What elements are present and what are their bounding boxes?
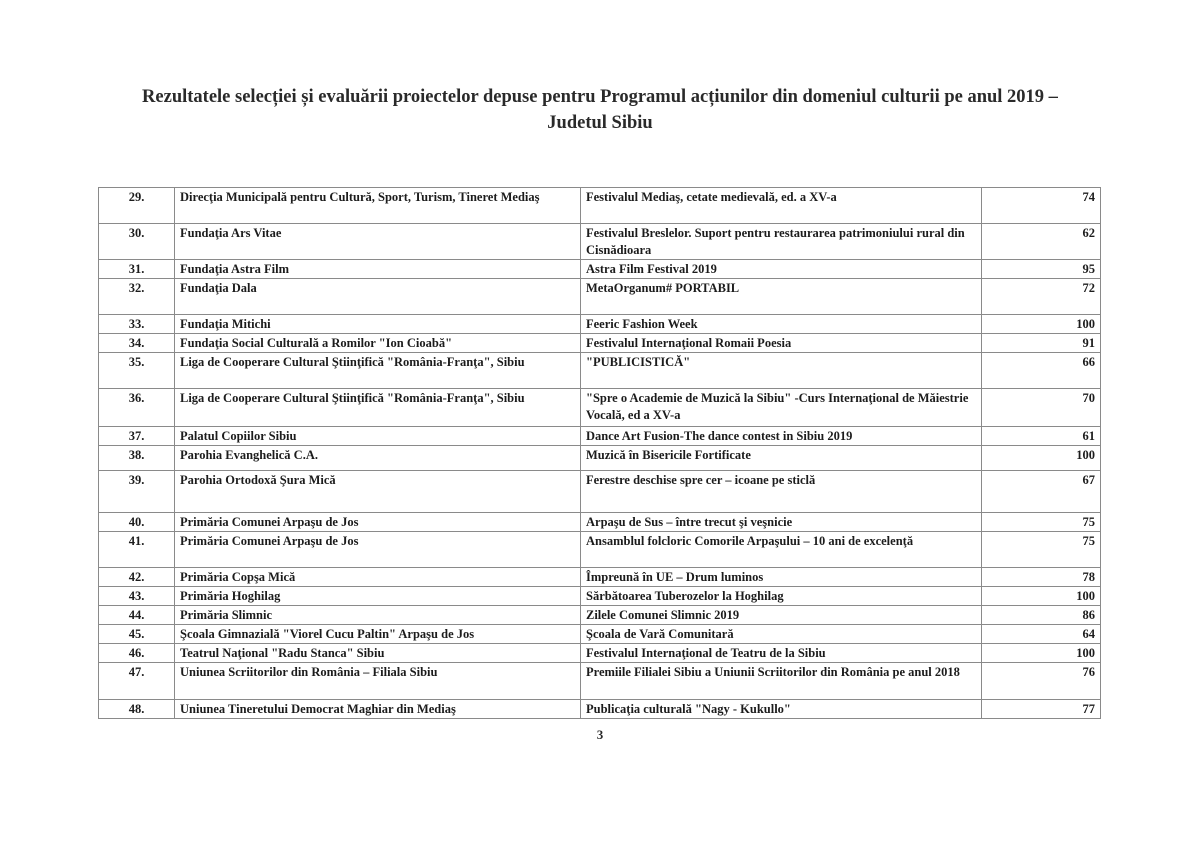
score-cell: 62 [982,224,1101,260]
score-cell: 78 [982,568,1101,587]
table-row [99,427,1101,446]
organization-cell: Fundaţia Ars Vitae [175,224,581,260]
organization-cell: Direcţia Municipală pentru Cultură, Sport, Turism, Tineret Mediaş [175,188,581,224]
score-cell: 100 [982,644,1101,663]
organization-cell: Primăria Comunei Arpaşu de Jos [175,513,581,532]
project-cell: "PUBLICISTICĂ" [581,353,982,389]
organization-cell: Uniunea Tineretului Democrat Maghiar din Mediaş [175,700,581,719]
table-row [99,334,1101,353]
score-cell: 66 [982,353,1101,389]
project-cell: Feeric Fashion Week [581,315,982,334]
table-row [99,389,1101,427]
organization-cell: Uniunea Scriitorilor din România – Filiala Sibiu [175,663,581,700]
row-number-cell: 39. [99,471,175,513]
organization-cell: Palatul Copiilor Sibiu [175,427,581,446]
organization-cell: Liga de Cooperare Cultural Ştiinţifică "România-Franţa", Sibiu [175,389,581,427]
project-cell: Muzică în Bisericile Fortificate [581,446,982,471]
table-row [99,625,1101,644]
table-row [99,644,1101,663]
row-number-cell: 32. [99,279,175,315]
row-number-cell: 41. [99,532,175,568]
organization-cell: Şcoala Gimnazială "Viorel Cucu Paltin" Arpaşu de Jos [175,625,581,644]
project-cell: Sărbătoarea Tuberozelor la Hoghilag [581,587,982,606]
project-cell: Arpaşu de Sus – între trecut şi veşnicie [581,513,982,532]
row-number-cell: 43. [99,587,175,606]
row-number-cell: 42. [99,568,175,587]
score-cell: 72 [982,279,1101,315]
row-number-cell: 31. [99,260,175,279]
score-cell: 91 [982,334,1101,353]
project-cell: Ferestre deschise spre cer – icoane pe sticlă [581,471,982,513]
row-number-cell: 36. [99,389,175,427]
table-row [99,446,1101,471]
table-row [99,700,1101,719]
table-row [99,513,1101,532]
score-cell: 75 [982,532,1101,568]
score-cell: 77 [982,700,1101,719]
row-number-cell: 37. [99,427,175,446]
organization-cell: Primăria Comunei Arpaşu de Jos [175,532,581,568]
table-row [99,224,1101,260]
project-cell: Festivalul Internaţional de Teatru de la Sibiu [581,644,982,663]
organization-cell: Fundaţia Mitichi [175,315,581,334]
row-number-cell: 40. [99,513,175,532]
row-number-cell: 29. [99,188,175,224]
project-cell: Festivalul Internaţional Romaii Poesia [581,334,982,353]
organization-cell: Parohia Ortodoxă Şura Mică [175,471,581,513]
score-cell: 61 [982,427,1101,446]
results-table [98,187,1101,719]
organization-cell: Parohia Evanghelică C.A. [175,446,581,471]
project-cell: Şcoala de Vară Comunitară [581,625,982,644]
organization-cell: Fundaţia Social Culturală a Romilor "Ion Cioabă" [175,334,581,353]
table-row [99,587,1101,606]
table-row [99,532,1101,568]
document-title [0,84,1200,136]
table-row [99,606,1101,625]
project-cell: Festivalul Breslelor. Suport pentru restaurarea patrimoniului rural din Cisnădioara [581,224,982,260]
organization-cell: Primăria Slimnic [175,606,581,625]
row-number-cell: 34. [99,334,175,353]
table-row [99,279,1101,315]
score-cell: 76 [982,663,1101,700]
table-row [99,471,1101,513]
score-cell: 100 [982,446,1101,471]
score-cell: 100 [982,315,1101,334]
table-row [99,663,1101,700]
project-cell: Publicaţia culturală "Nagy - Kukullo" [581,700,982,719]
page-number: 3 [596,727,604,742]
organization-cell: Liga de Cooperare Cultural Ştiinţifică "România-Franţa", Sibiu [175,353,581,389]
row-number-cell: 48. [99,700,175,719]
organization-cell: Fundaţia Dala [175,279,581,315]
row-number-cell: 46. [99,644,175,663]
score-cell: 95 [982,260,1101,279]
project-cell: Astra Film Festival 2019 [581,260,982,279]
row-number-cell: 45. [99,625,175,644]
score-cell: 74 [982,188,1101,224]
title-line-1: Rezultatele selecției și evaluării proiectelor depuse pentru Programul acțiunilor din domeniul culturii pe anul 2019 – [142,87,1058,107]
organization-cell: Teatrul Naţional "Radu Stanca" Sibiu [175,644,581,663]
row-number-cell: 30. [99,224,175,260]
row-number-cell: 35. [99,353,175,389]
row-number-cell: 38. [99,446,175,471]
organization-cell: Primăria Copşa Mică [175,568,581,587]
project-cell: Premiile Filialei Sibiu a Uniunii Scriitorilor din România pe anul 2018 [581,663,982,700]
score-cell: 75 [982,513,1101,532]
table-row [99,353,1101,389]
score-cell: 70 [982,389,1101,427]
project-cell: Împreună în UE – Drum luminos [581,568,982,587]
project-cell: Festivalul Mediaş, cetate medievală, ed. a XV-a [581,188,982,224]
table-row [99,260,1101,279]
organization-cell: Fundaţia Astra Film [175,260,581,279]
table-row [99,188,1101,224]
score-cell: 86 [982,606,1101,625]
project-cell: "Spre o Academie de Muzică la Sibiu" -Curs Internaţional de Măiestrie Vocală, ed a XV-a [581,389,982,427]
row-number-cell: 47. [99,663,175,700]
title-line-2: Judetul Sibiu [547,113,653,133]
score-cell: 67 [982,471,1101,513]
project-cell: Dance Art Fusion-The dance contest in Sibiu 2019 [581,427,982,446]
project-cell: MetaOrganum# PORTABIL [581,279,982,315]
results-table-body [99,188,1101,719]
row-number-cell: 44. [99,606,175,625]
project-cell: Ansamblul folcloric Comorile Arpaşului – 10 ani de excelenţă [581,532,982,568]
row-number-cell: 33. [99,315,175,334]
table-row [99,315,1101,334]
score-cell: 100 [982,587,1101,606]
score-cell: 64 [982,625,1101,644]
project-cell: Zilele Comunei Slimnic 2019 [581,606,982,625]
organization-cell: Primăria Hoghilag [175,587,581,606]
table-row [99,568,1101,587]
